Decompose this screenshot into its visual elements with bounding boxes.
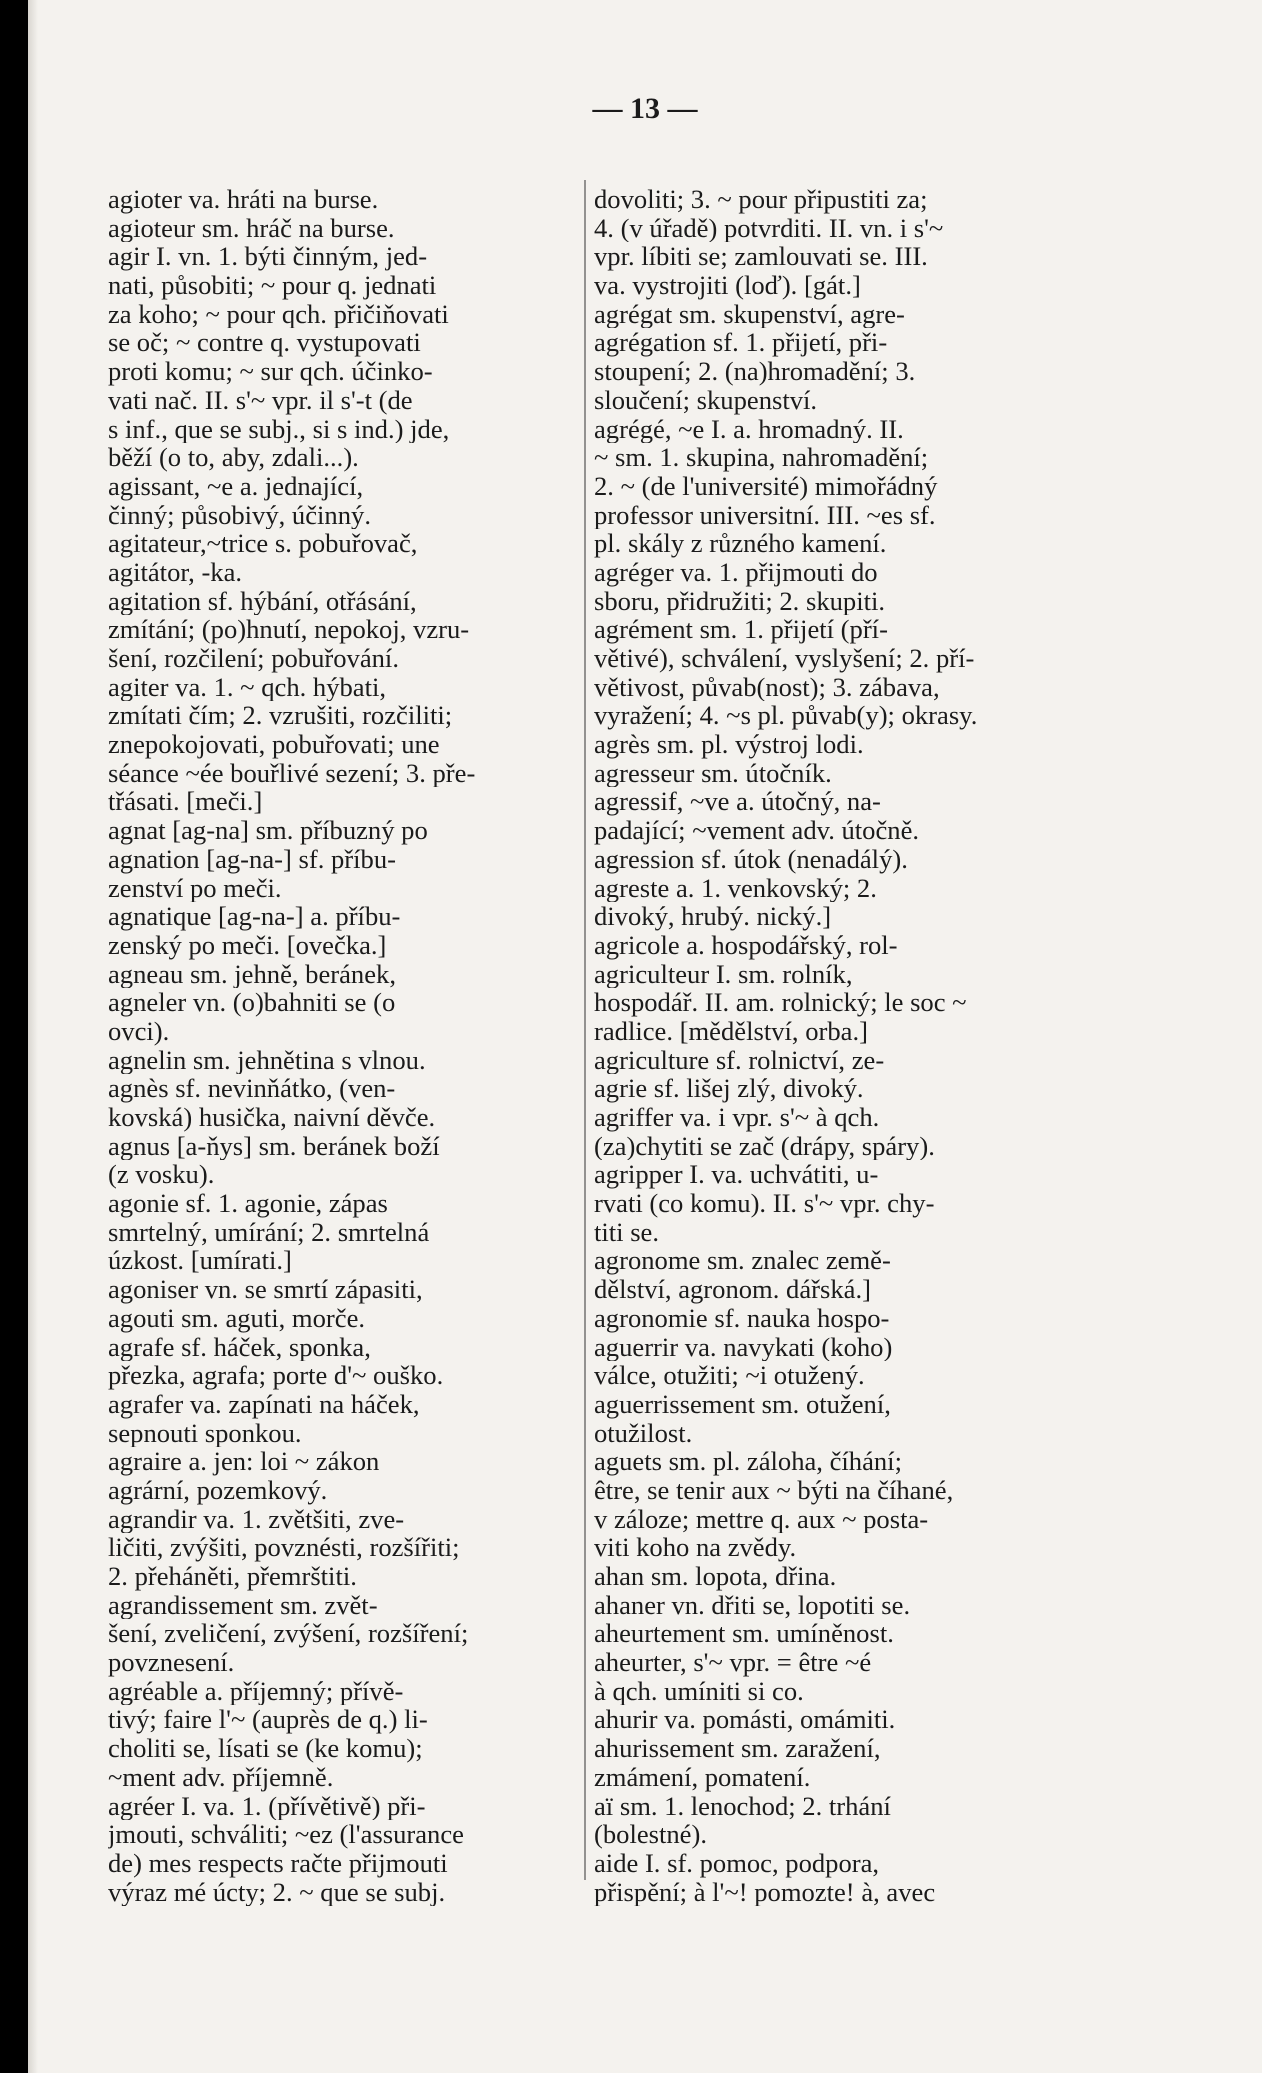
dictionary-line: va. vystrojiti (loď). [gát.]	[594, 271, 861, 300]
dictionary-line: ahan sm. lopota, dřina.	[594, 1562, 837, 1591]
dictionary-line: agreste a. 1. venkovský; 2.	[594, 873, 877, 903]
dictionary-line: agrafe sf. háček, sponka,	[108, 1332, 371, 1362]
dictionary-line: agoniser vn. se smrtí zápasiti,	[108, 1275, 423, 1304]
dictionary-line: hospodář. II. am. rolnický; le soc ~	[594, 988, 967, 1017]
dictionary-line: ahaner vn. dřiti se, lopotiti se.	[594, 1590, 911, 1620]
dictionary-line: činný; působivý, účinný.	[108, 500, 371, 530]
dictionary-line: agronome sm. znalec země-	[594, 1246, 891, 1276]
dictionary-line: aheurtement sm. umíněnost.	[594, 1619, 894, 1649]
dictionary-line: agnès sf. nevinňátko, (ven-	[108, 1074, 396, 1103]
dictionary-line: agronomie sf. nauka hospo-	[594, 1303, 890, 1333]
dictionary-line: otužilost.	[594, 1418, 693, 1448]
dictionary-line: agnus [a-ňys] sm. beránek boží	[108, 1131, 440, 1161]
page-spine-shadow	[28, 0, 38, 2073]
dictionary-line: agrégation sf. 1. přijetí, při-	[594, 328, 888, 358]
dictionary-line: à qch. umíniti si co.	[594, 1676, 804, 1706]
dictionary-line: přezka, agrafa; porte d'~ ouško.	[108, 1361, 444, 1390]
dictionary-line: aguerrissement sm. otužení,	[594, 1389, 891, 1419]
dictionary-line: (za)chytiti se zač (drápy, spáry).	[594, 1131, 935, 1161]
dictionary-line: tivý; faire l'~ (auprès de q.) li-	[108, 1705, 428, 1735]
dictionary-line: 2. ~ (de l'université) mimořádný	[594, 471, 938, 501]
column-divider	[584, 180, 586, 1880]
right-column	[594, 185, 1094, 1906]
dictionary-line: être, se tenir aux ~ býti na číhané,	[594, 1475, 954, 1505]
dictionary-line: aguerrir va. navykati (koho)	[594, 1332, 893, 1362]
dictionary-line: se oč; ~ contre q. vystupovati	[108, 328, 421, 358]
dictionary-line: agnatique [ag-na-] a. příbu-	[108, 902, 401, 931]
dictionary-line: (bolestné).	[594, 1820, 707, 1849]
dictionary-line: agnation [ag-na-] sf. příbu-	[108, 844, 396, 874]
dictionary-line: úzkost. [umírati.]	[108, 1246, 292, 1276]
dictionary-line: agioter va. hráti na burse.	[108, 185, 379, 214]
dictionary-line: válce, otužiti; ~i otužený.	[594, 1361, 865, 1390]
dictionary-line: znepokojovati, pobuřovati; une	[108, 730, 440, 759]
dictionary-line: aide I. sf. pomoc, podpora,	[594, 1848, 880, 1878]
dictionary-line: agiter va. 1. ~ qch. hýbati,	[108, 672, 387, 702]
dictionary-page	[28, 0, 1262, 2073]
dictionary-line: zmítati čím; 2. vzrušiti, rozčiliti;	[108, 701, 453, 731]
dictionary-line: agouti sm. aguti, morče.	[108, 1303, 366, 1333]
dictionary-line: šení, zveličení, zvýšení, rozšíření;	[108, 1619, 469, 1649]
dictionary-line: ličiti, zvýšiti, povznésti, rozšířiti;	[108, 1533, 460, 1562]
dictionary-line: zenský po meči. [ovečka.]	[108, 930, 387, 960]
dictionary-line: ~ment adv. příjemně.	[108, 1762, 334, 1792]
dictionary-line: agraire a. jen: loi ~ zákon	[108, 1447, 380, 1476]
dictionary-line: aheurter, s'~ vpr. = être ~é	[594, 1648, 872, 1677]
dictionary-line: aï sm. 1. lenochod; 2. trhání	[594, 1791, 891, 1821]
dictionary-line: kovská) husička, naivní děvče.	[108, 1103, 436, 1132]
dictionary-line: vpr. líbiti se; zamlouvati se. III.	[594, 242, 928, 272]
dictionary-line: dovoliti; 3. ~ pour připustiti za;	[594, 185, 928, 214]
dictionary-line: větivé), schválení, vyslyšení; 2. pří-	[594, 644, 975, 673]
dictionary-line: agissant, ~e a. jednající,	[108, 471, 364, 501]
dictionary-line: padající; ~vement adv. útočně.	[594, 816, 920, 845]
dictionary-line: za koho; ~ pour qch. přičiňovati	[108, 299, 449, 329]
page-number: — 13 —	[592, 92, 698, 125]
dictionary-line: agitátor, -ka.	[108, 557, 243, 587]
dictionary-line: rvati (co komu). II. s'~ vpr. chy-	[594, 1189, 935, 1218]
dictionary-line: choliti se, lísati se (ke komu);	[108, 1734, 423, 1763]
dictionary-line: třásati. [meči.]	[108, 787, 263, 817]
dictionary-line: radlice. [mědělství, orba.]	[594, 1016, 868, 1046]
dictionary-line: agrafer va. zapínati na háček,	[108, 1389, 420, 1419]
dictionary-line: stoupení; 2. (na)hromadění; 3.	[594, 357, 916, 386]
dictionary-line: agressif, ~ve a. útočný, na-	[594, 787, 881, 817]
dictionary-line: agression sf. útok (nenadálý).	[594, 844, 908, 874]
dictionary-line: agneler vn. (o)bahniti se (o	[108, 988, 396, 1017]
dictionary-line: agriculteur I. sm. rolník,	[594, 959, 853, 989]
dictionary-line: šení, rozčilení; pobuřování.	[108, 644, 399, 673]
dictionary-line: zmámení, pomatení.	[594, 1762, 811, 1792]
dictionary-line: povznesení.	[108, 1648, 235, 1677]
dictionary-line: agonie sf. 1. agonie, zápas	[108, 1189, 388, 1218]
dictionary-line: agrément sm. 1. přijetí (pří-	[594, 615, 888, 644]
dictionary-line: zmítání; (po)hnutí, nepokoj, vzru-	[108, 615, 470, 644]
dictionary-line: agnelin sm. jehnětina s vlnou.	[108, 1045, 426, 1075]
dictionary-line: de) mes respects račte přijmouti	[108, 1848, 448, 1878]
dictionary-line: agrandir va. 1. zvětšiti, zve-	[108, 1504, 405, 1534]
dictionary-line: proti komu; ~ sur qch. účinko-	[108, 357, 433, 386]
dictionary-line: ~ sm. 1. skupina, nahromadění;	[594, 443, 929, 472]
dictionary-line: přispění; à l'~! pomozte! à, avec	[594, 1877, 936, 1907]
dictionary-line: větivost, půvab(nost); 3. zábava,	[594, 672, 940, 702]
dictionary-line: jmouti, schváliti; ~ez (l'assurance	[108, 1820, 464, 1849]
dictionary-line: séance ~ée bouřlivé sezení; 3. pře-	[108, 758, 476, 788]
dictionary-line: agrární, pozemkový.	[108, 1475, 328, 1505]
left-column	[108, 185, 571, 1906]
dictionary-line: pl. skály z různého kamení.	[594, 529, 887, 558]
dictionary-line: (z vosku).	[108, 1160, 215, 1190]
dictionary-line: 2. přeháněti, přemrštiti.	[108, 1562, 357, 1591]
dictionary-line: professor universitní. III. ~es sf.	[594, 500, 936, 530]
dictionary-line: agrès sm. pl. výstroj lodi.	[594, 730, 864, 759]
dictionary-line: nati, působiti; ~ pour q. jednati	[108, 271, 437, 300]
dictionary-line: ahurir va. pomásti, omámiti.	[594, 1705, 896, 1735]
dictionary-line: v záloze; mettre q. aux ~ posta-	[594, 1504, 929, 1534]
dictionary-line: s inf., que se subj., si s ind.) jde,	[108, 414, 450, 444]
dictionary-line: 4. (v úřadě) potvrditi. II. vn. i s'~	[594, 213, 944, 243]
dictionary-line: výraz mé úcty; 2. ~ que se subj.	[108, 1877, 446, 1907]
dictionary-line: agnat [ag-na] sm. příbuzný po	[108, 816, 428, 845]
dictionary-line: divoký, hrubý. nický.]	[594, 902, 832, 931]
dictionary-line: sepnouti sponkou.	[108, 1418, 302, 1448]
dictionary-line: agréger va. 1. přijmouti do	[594, 557, 878, 587]
dictionary-line: vati nač. II. s'~ vpr. il s'-t (de	[108, 385, 413, 415]
dictionary-line: aguets sm. pl. záloha, číhání;	[594, 1447, 902, 1476]
dictionary-line: ovci).	[108, 1016, 170, 1046]
dictionary-line: agrégé, ~e I. a. hromadný. II.	[594, 414, 904, 444]
dictionary-line: agioteur sm. hráč na burse.	[108, 213, 395, 243]
dictionary-line: ahurissement sm. zaražení,	[594, 1734, 881, 1763]
dictionary-line: agitateur,~trice s. pobuřovač,	[108, 529, 418, 558]
dictionary-line: agir I. vn. 1. býti činným, jed-	[108, 242, 428, 272]
dictionary-line: agitation sf. hýbání, otřásání,	[108, 586, 417, 616]
dictionary-line: dělství, agronom. dářská.]	[594, 1275, 871, 1304]
dictionary-line: viti koho na zvědy.	[594, 1533, 797, 1562]
dictionary-line: agripper I. va. uchvátiti, u-	[594, 1160, 879, 1190]
dictionary-line: sloučení; skupenství.	[594, 385, 818, 415]
dictionary-line: běží (o to, aby, zdali...).	[108, 443, 359, 472]
dictionary-line: smrtelný, umírání; 2. smrtelná	[108, 1217, 430, 1247]
dictionary-line: agréable a. příjemný; přívě-	[108, 1676, 404, 1706]
dictionary-line: titi se.	[594, 1217, 660, 1247]
dictionary-line: agrie sf. lišej zlý, divoký.	[594, 1074, 864, 1103]
dictionary-line: agresseur sm. útočník.	[594, 758, 832, 788]
dictionary-line: vyražení; 4. ~s pl. půvab(y); okrasy.	[594, 701, 978, 731]
dictionary-line: zenství po meči.	[108, 873, 282, 903]
dictionary-line: agriffer va. i vpr. s'~ à qch.	[594, 1103, 880, 1132]
dictionary-line: agrégat sm. skupenství, agre-	[594, 299, 905, 329]
dictionary-line: sboru, přidružiti; 2. skupiti.	[594, 586, 886, 616]
dictionary-line: agrandissement sm. zvět-	[108, 1590, 378, 1620]
dictionary-line: agriculture sf. rolnictví, ze-	[594, 1045, 885, 1075]
dictionary-line: agréer I. va. 1. (přívětivě) při-	[108, 1791, 426, 1821]
dictionary-line: agneau sm. jehně, beránek,	[108, 959, 396, 989]
dictionary-line: agricole a. hospodářský, rol-	[594, 930, 898, 960]
